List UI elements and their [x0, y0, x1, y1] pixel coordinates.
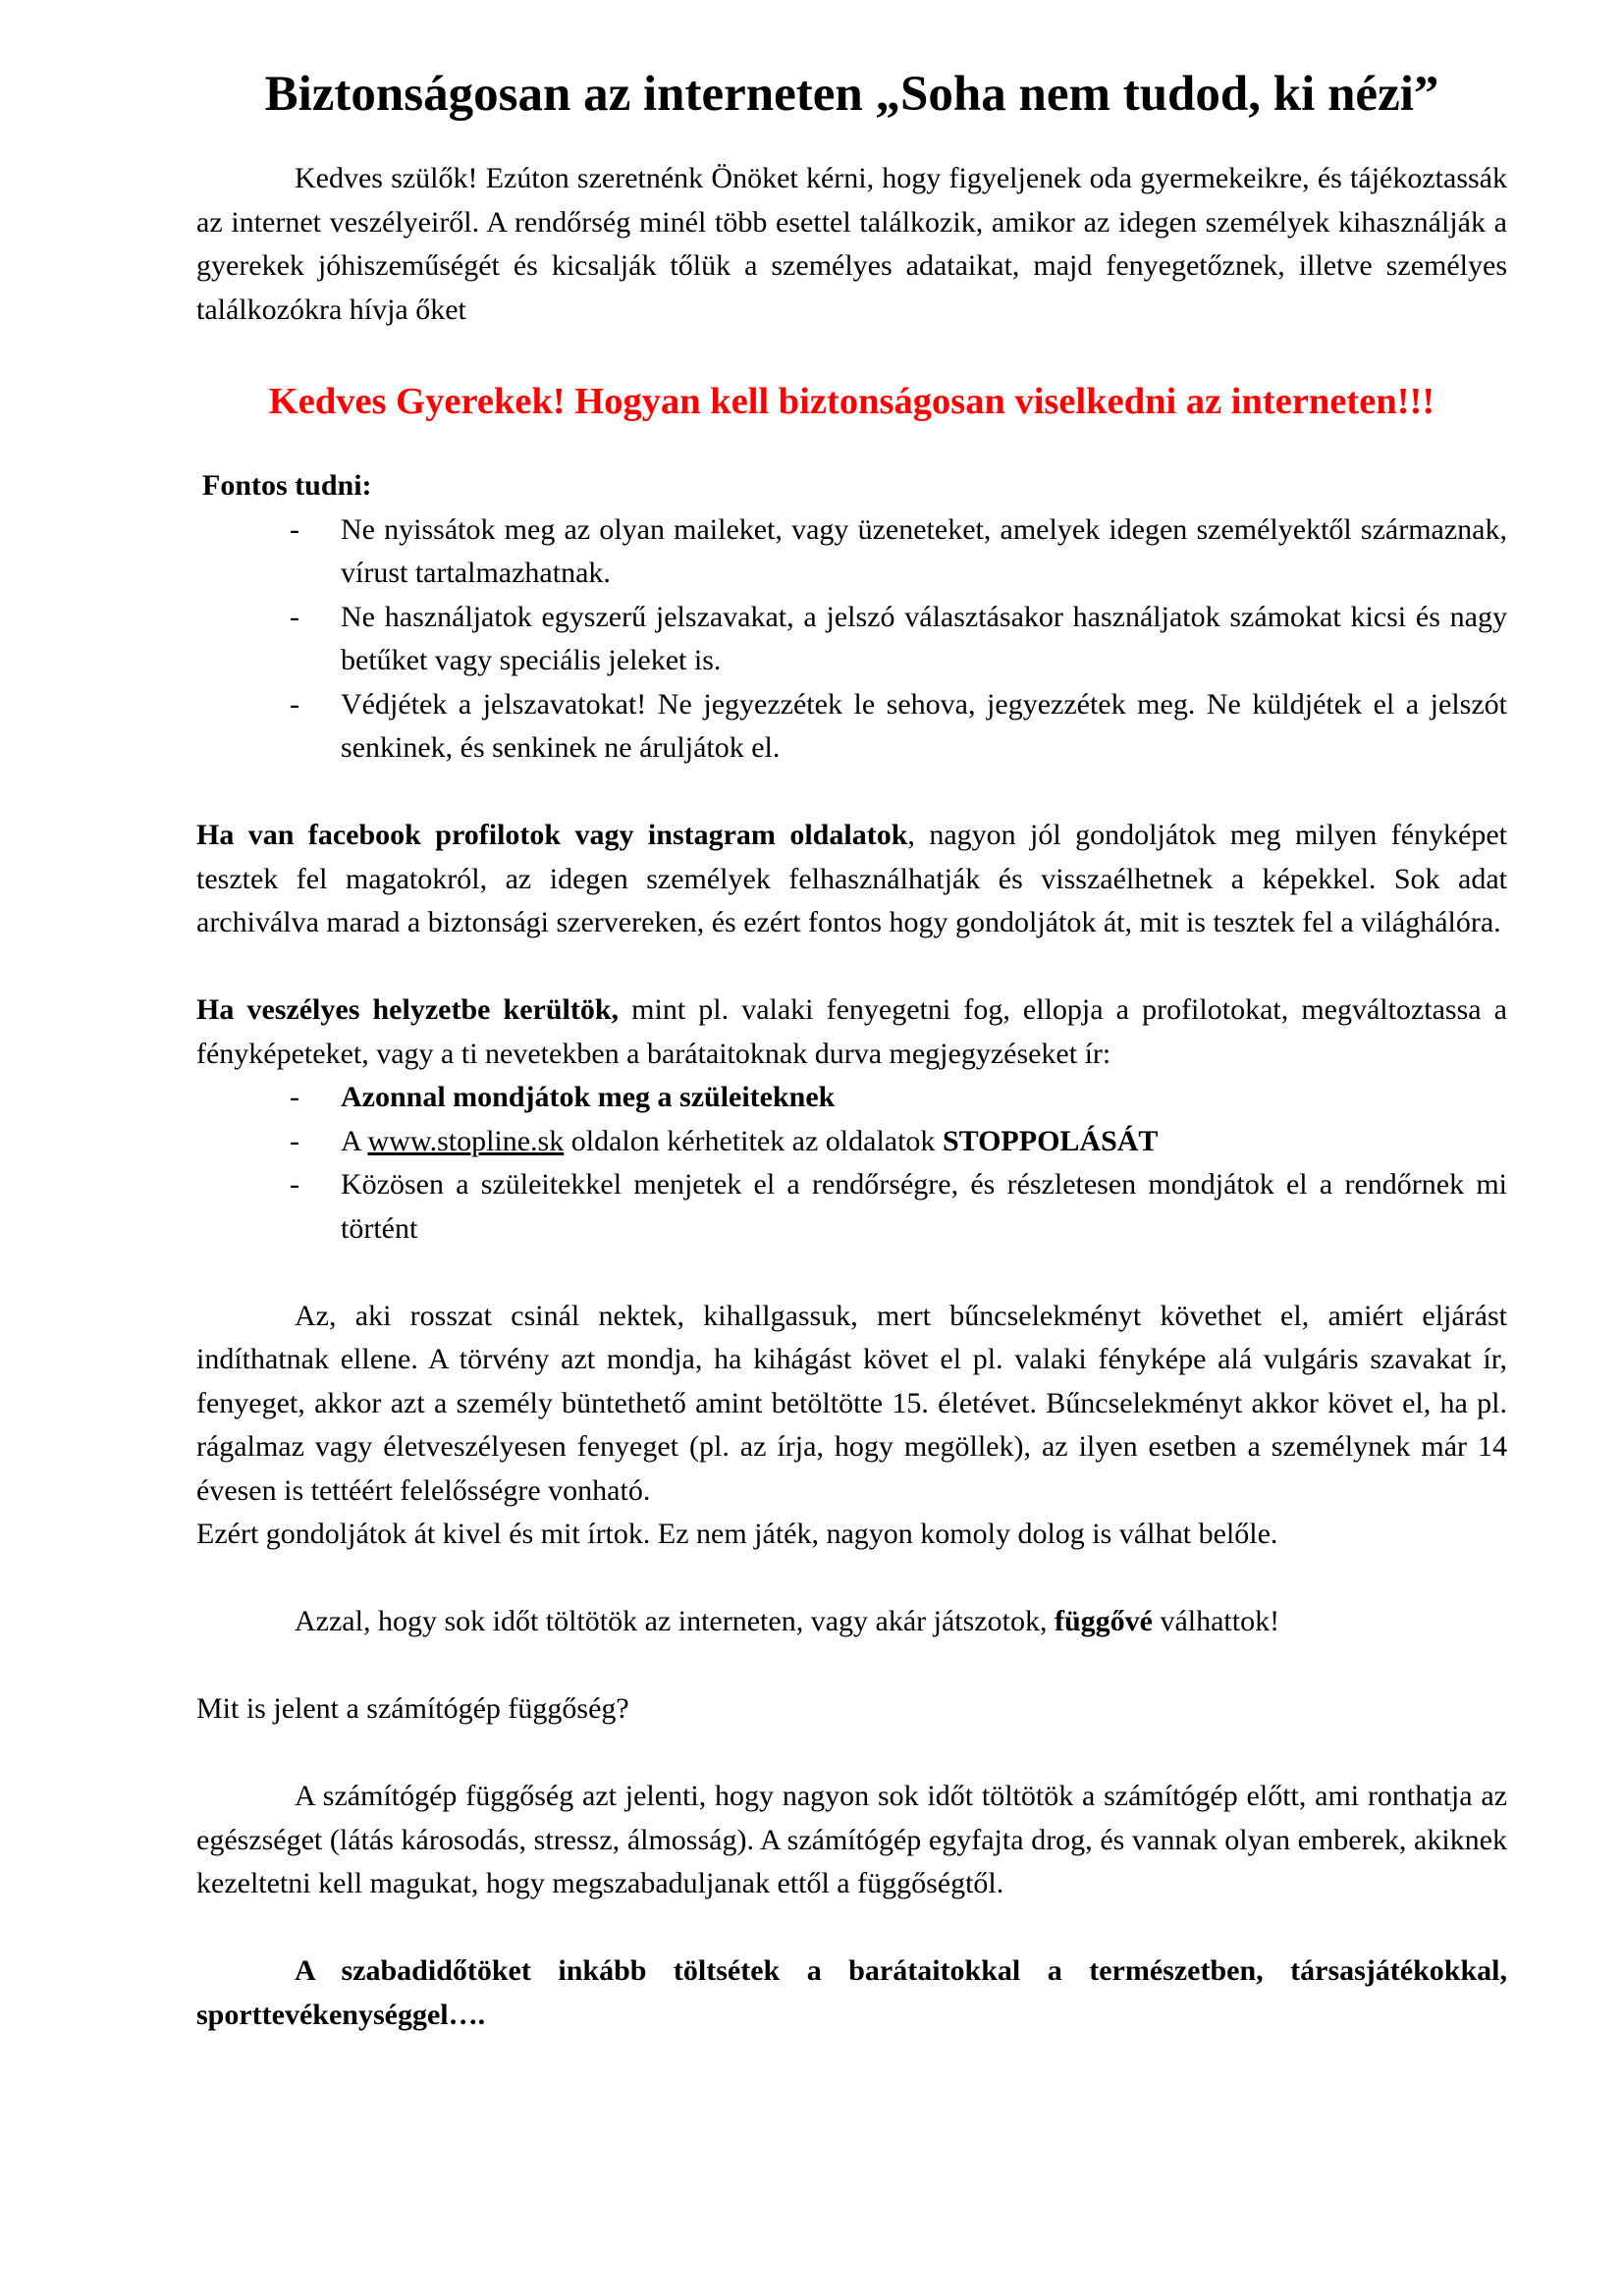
list-item [290, 1076, 1507, 1120]
list-item [290, 508, 1507, 596]
addiction-suffix: válhattok! [1152, 1605, 1280, 1637]
dash-bullet: - [290, 1168, 299, 1201]
list-item [290, 1120, 1507, 1164]
danger-text: mint pl. valaki fenyegetni fog, ellopja a profilotokat, megváltoztassa a fényképeteket, vagy a ti nevetekben a barátaitoknak durva megjegyzéseket ír: [196, 993, 1508, 1070]
addiction-prefix: Azzal, hogy sok időt töltötök az interneten, vagy akár játszotok, [295, 1605, 1055, 1637]
danger-bold: Ha veszélyes helyzetbe kerültök, [196, 993, 620, 1026]
dash-bullet: - [290, 1124, 299, 1157]
list-item-text: Ne nyissátok meg az olyan maileket, vagy üzeneteket, amelyek idegen személyektől származnak, vírust tartalmazhatnak. [341, 512, 1507, 589]
dash-bullet: - [290, 600, 299, 633]
important-label: Fontos tudni: [202, 469, 372, 502]
list-item [290, 1163, 1507, 1251]
answer-paragraph: A számítógép függőség azt jelenti, hogy nagyon sok időt töltötök a számítógép előtt, ami ronthatja az egészséget (látás károsodás, stressz, álmosság). A számítógép egyfajta drog, és vannak olyan emberek, akiknek kezeltetni kell magukat, hogy megszabaduljanak ettől a függőségtől. [196, 1780, 1507, 1899]
think-paragraph: Ezért gondoljátok át kivel és mit írtok. Ez nem játék, nagyon komoly dolog is válhat belőle. [196, 1518, 1278, 1550]
question-paragraph: Mit is jelent a számítógép függőség? [196, 1692, 629, 1725]
list-item-text: Védjétek a jelszavatokat! Ne jegyezzétek le sehova, jegyezzétek meg. Ne küldjétek el a jelszót senkinek, és senkinek ne áruljátok el. [341, 687, 1507, 764]
kids-heading: Kedves Gyerekek! Hogyan kell biztonságosan viselkedni az interneten!!! [268, 381, 1435, 422]
list-item [290, 596, 1507, 683]
stopline-link[interactable]: www.stopline.sk [367, 1124, 565, 1157]
danger-paragraph [196, 988, 1507, 1076]
item2-prefix: A [341, 1124, 368, 1157]
addiction-paragraph [196, 1600, 1507, 1644]
danger-list [196, 1076, 1507, 1251]
dash-bullet: - [290, 512, 299, 546]
list-item-text: Közösen a szüleitekkel menjetek el a rendőrségre, és részletesen mondjátok el a rendőrnek mi történt [341, 1168, 1507, 1245]
item2-bold: STOPPOLÁSÁT [942, 1124, 1159, 1157]
page-title: Biztonságosan az interneten „Soha nem tudod, ki nézi” [264, 67, 1439, 122]
important-list [196, 508, 1507, 771]
intro-paragraph: Kedves szülők! Ezúton szeretnénk Önöket kérni, hogy figyeljenek oda gyermekeikre, és tájékoztassák az internet veszélyeiről. A rendőrség minél több esettel találkozik, amikor az idegen személyek kihasználják a gyerekek jóhiszeműségét és kicsalják tőlük a személyes adataikat, majd fenyegetőznek, illetve személyes találkozókra hívja őket [196, 162, 1507, 326]
list-item [290, 683, 1507, 771]
profiles-text: , nagyon jól gondoljátok meg milyen fényképet tesztek fel magatokról, az idegen személyek felhasználhatják és visszaélhetnek a képekkel. Sok adat archiválva marad a biztonsági szervereken, és ezért fontos hogy gondoljátok át, mit is tesztek fel a világhálóra. [196, 819, 1507, 938]
closing-paragraph: A szabadidőtöket inkább töltsétek a barátaitokkal a természetben, társasjátékokkal, sporttevékenységgel…. [196, 1954, 1507, 2031]
document-content [196, 59, 1507, 2037]
item2-mid: oldalon kérhetitek az oldalatok [564, 1124, 943, 1157]
dash-bullet: - [290, 1081, 299, 1113]
profiles-bold: Ha van facebook profilotok vagy instagram oldalatok [196, 819, 908, 851]
law-paragraph: Az, aki rosszat csinál nektek, kihallgassuk, mert bűncselekményt követhet el, amiért eljárást indíthatnak ellene. A törvény azt mondja, ha kihágást követ el pl. valaki fényképe alá vulgáris szavakat ír, fenyeget, akkor azt a személy büntethető amint betöltötte 15. életévet. Bűncselekményt akkor követ el, ha pl. rágalmaz vagy életveszélyesen fenyeget (pl. az írja, hogy megöllek), az ilyen esetben a személynek már 14 évesen is tettéért felelősségre vonható. [196, 1299, 1507, 1507]
list-item-text: Ne használjatok egyszerű jelszavakat, a jelszó választásakor használjatok számokat kicsi és nagy betűket vagy speciális jeleket is. [341, 600, 1507, 676]
profiles-paragraph [196, 814, 1507, 945]
dash-bullet: - [290, 687, 299, 721]
list-item-text: Azonnal mondjátok meg a szüleiteknek [341, 1081, 836, 1113]
addiction-bold: függővé [1054, 1605, 1153, 1637]
